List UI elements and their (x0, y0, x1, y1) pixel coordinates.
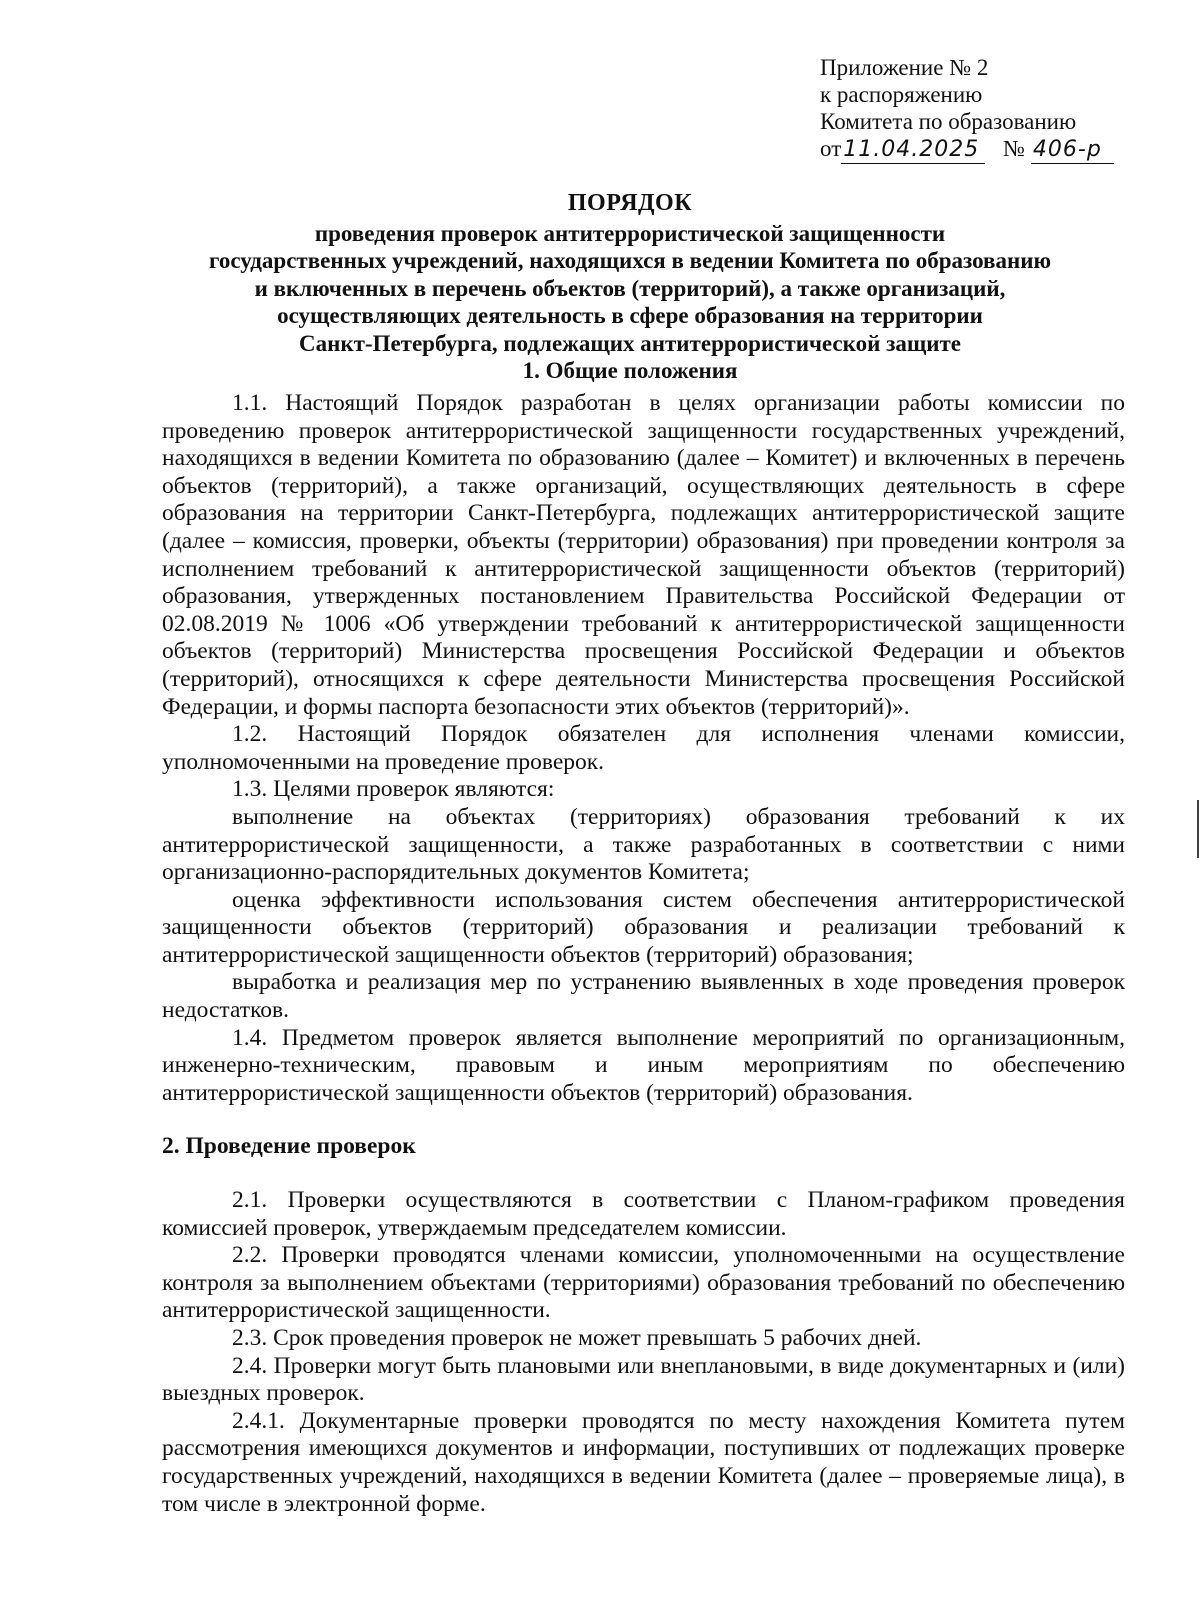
paragraph-1-3: 1.3. Целями проверок являются: (232, 776, 555, 803)
title-subline-3: и включенных в перечень объектов (территорий), а также организаций, (254, 275, 1006, 301)
paragraph-2-2: 2.2. Проверки проводятся членами комиссии, уполномоченными на осуществление контроля за выполнением объектами (территориями) образования требований по обеспечению антитеррористической защищенности. (162, 1242, 1125, 1324)
paragraph-1-3-c: выработка и реализация мер по устранению выявленных в ходе проведения проверок недостатков. (162, 969, 1125, 1024)
number-prefix: № (1002, 136, 1025, 161)
paragraph-2-4-1: 2.4.1. Документарные проверки проводятся по месту нахождения Комитета путем рассмотрения имеющихся документов и информации, поступивших от подлежащих проверке государственных учреждений, находящихся в ведении Комитета (далее – проверяемые лица), в том числе в электронной форме. (162, 1407, 1125, 1517)
paragraph-1-3-a: выполнение на объектах (территориях) образования требований к их антитеррористической защищенности, а также разработанных в соответствии с ними организационно-распорядительных документов Комитета; (162, 803, 1125, 886)
paragraph-2-3: 2.3. Срок проведения проверок не может превышать 5 рабочих дней. (232, 1325, 922, 1351)
document-title-block (160, 190, 1100, 385)
appendix-line-2: к распоряжению (820, 82, 983, 107)
appendix-line-1: Приложение № 2 (820, 55, 989, 80)
title-subline-2: государственных учреждений, находящихся в ведении Комитета по образованию (208, 248, 1052, 273)
section-2-heading: 2. Проведение проверок (162, 1133, 416, 1160)
paragraph-1-2: 1.2. Настоящий Порядок обязателен для исполнения членами комиссии, уполномоченными на проведение проверок. (162, 721, 1125, 775)
paragraph-1-1: 1.1. Настоящий Порядок разработан в целях организации работы комиссии по проведению проверок антитеррористической защищенности государственных учреждений, находящихся в ведении Комитета по образованию (далее – Комитет) и включенных в перечень объектов (территорий), а также организаций, осуществляющих деятельность в сфере образования на территории Санкт-Петербурга, подлежащих антитеррористической защите (далее – комиссия, проверки, объекты (территории) образования) при проведении контроля за исполнением требований к антитеррористической защищенности объектов (территорий) образования, утвержденных постановлением Правительства Российской Федерации от 02.08.2019 № 1006 «Об утверждении требований к антитеррористической защищенности объектов (территорий) Министерства просвещения Российской Федерации и объектов (территорий), относящихся к сфере деятельности Министерства просвещения Российской Федерации, и формы паспорта безопасности этих объектов (территорий)». (162, 390, 1125, 720)
handwritten-number: 406-р (1031, 136, 1114, 164)
paragraph-1-3-b: оценка эффективности использования систем обеспечения антитеррористической защищенности объектов (территорий) образования и реализации требований к антитеррористической защищенности объектов (территорий) образования; (162, 886, 1125, 968)
document-body (162, 390, 1125, 1518)
scan-edge-mark (1197, 830, 1199, 858)
title-subline-5: Санкт-Петербурга, подлежащих антитеррористической защите (299, 330, 961, 356)
date-prefix: от (820, 136, 842, 161)
paragraph-2-1: 2.1. Проверки осуществляются в соответствии с Планом-графиком проведения комиссией проверок, утверждаемым председателем комиссии. (162, 1187, 1125, 1241)
appendix-header (820, 54, 1114, 164)
handwritten-date: 11.04.2025 (841, 136, 985, 164)
title-subline-1: проведения проверок антитеррористической защищенности (314, 220, 946, 246)
section-1-heading: 1. Общие положения (522, 358, 738, 383)
paragraph-1-4: 1.4. Предметом проверок является выполнение мероприятий по организационным, инженерно-техническим, правовым и иным мероприятиям по обеспечению антитеррористической защищенности объектов (территорий) образования. (162, 1024, 1125, 1106)
appendix-date-line (820, 135, 1114, 164)
paragraph-2-4: 2.4. Проверки могут быть плановыми или внеплановыми, в виде документарных и (или) выездных проверок. (162, 1352, 1125, 1407)
document-title: ПОРЯДОК (567, 190, 693, 216)
title-subline-4: осуществляющих деятельность в сфере образования на территории (277, 303, 983, 328)
appendix-line-3: Комитета по образованию (820, 109, 1077, 134)
